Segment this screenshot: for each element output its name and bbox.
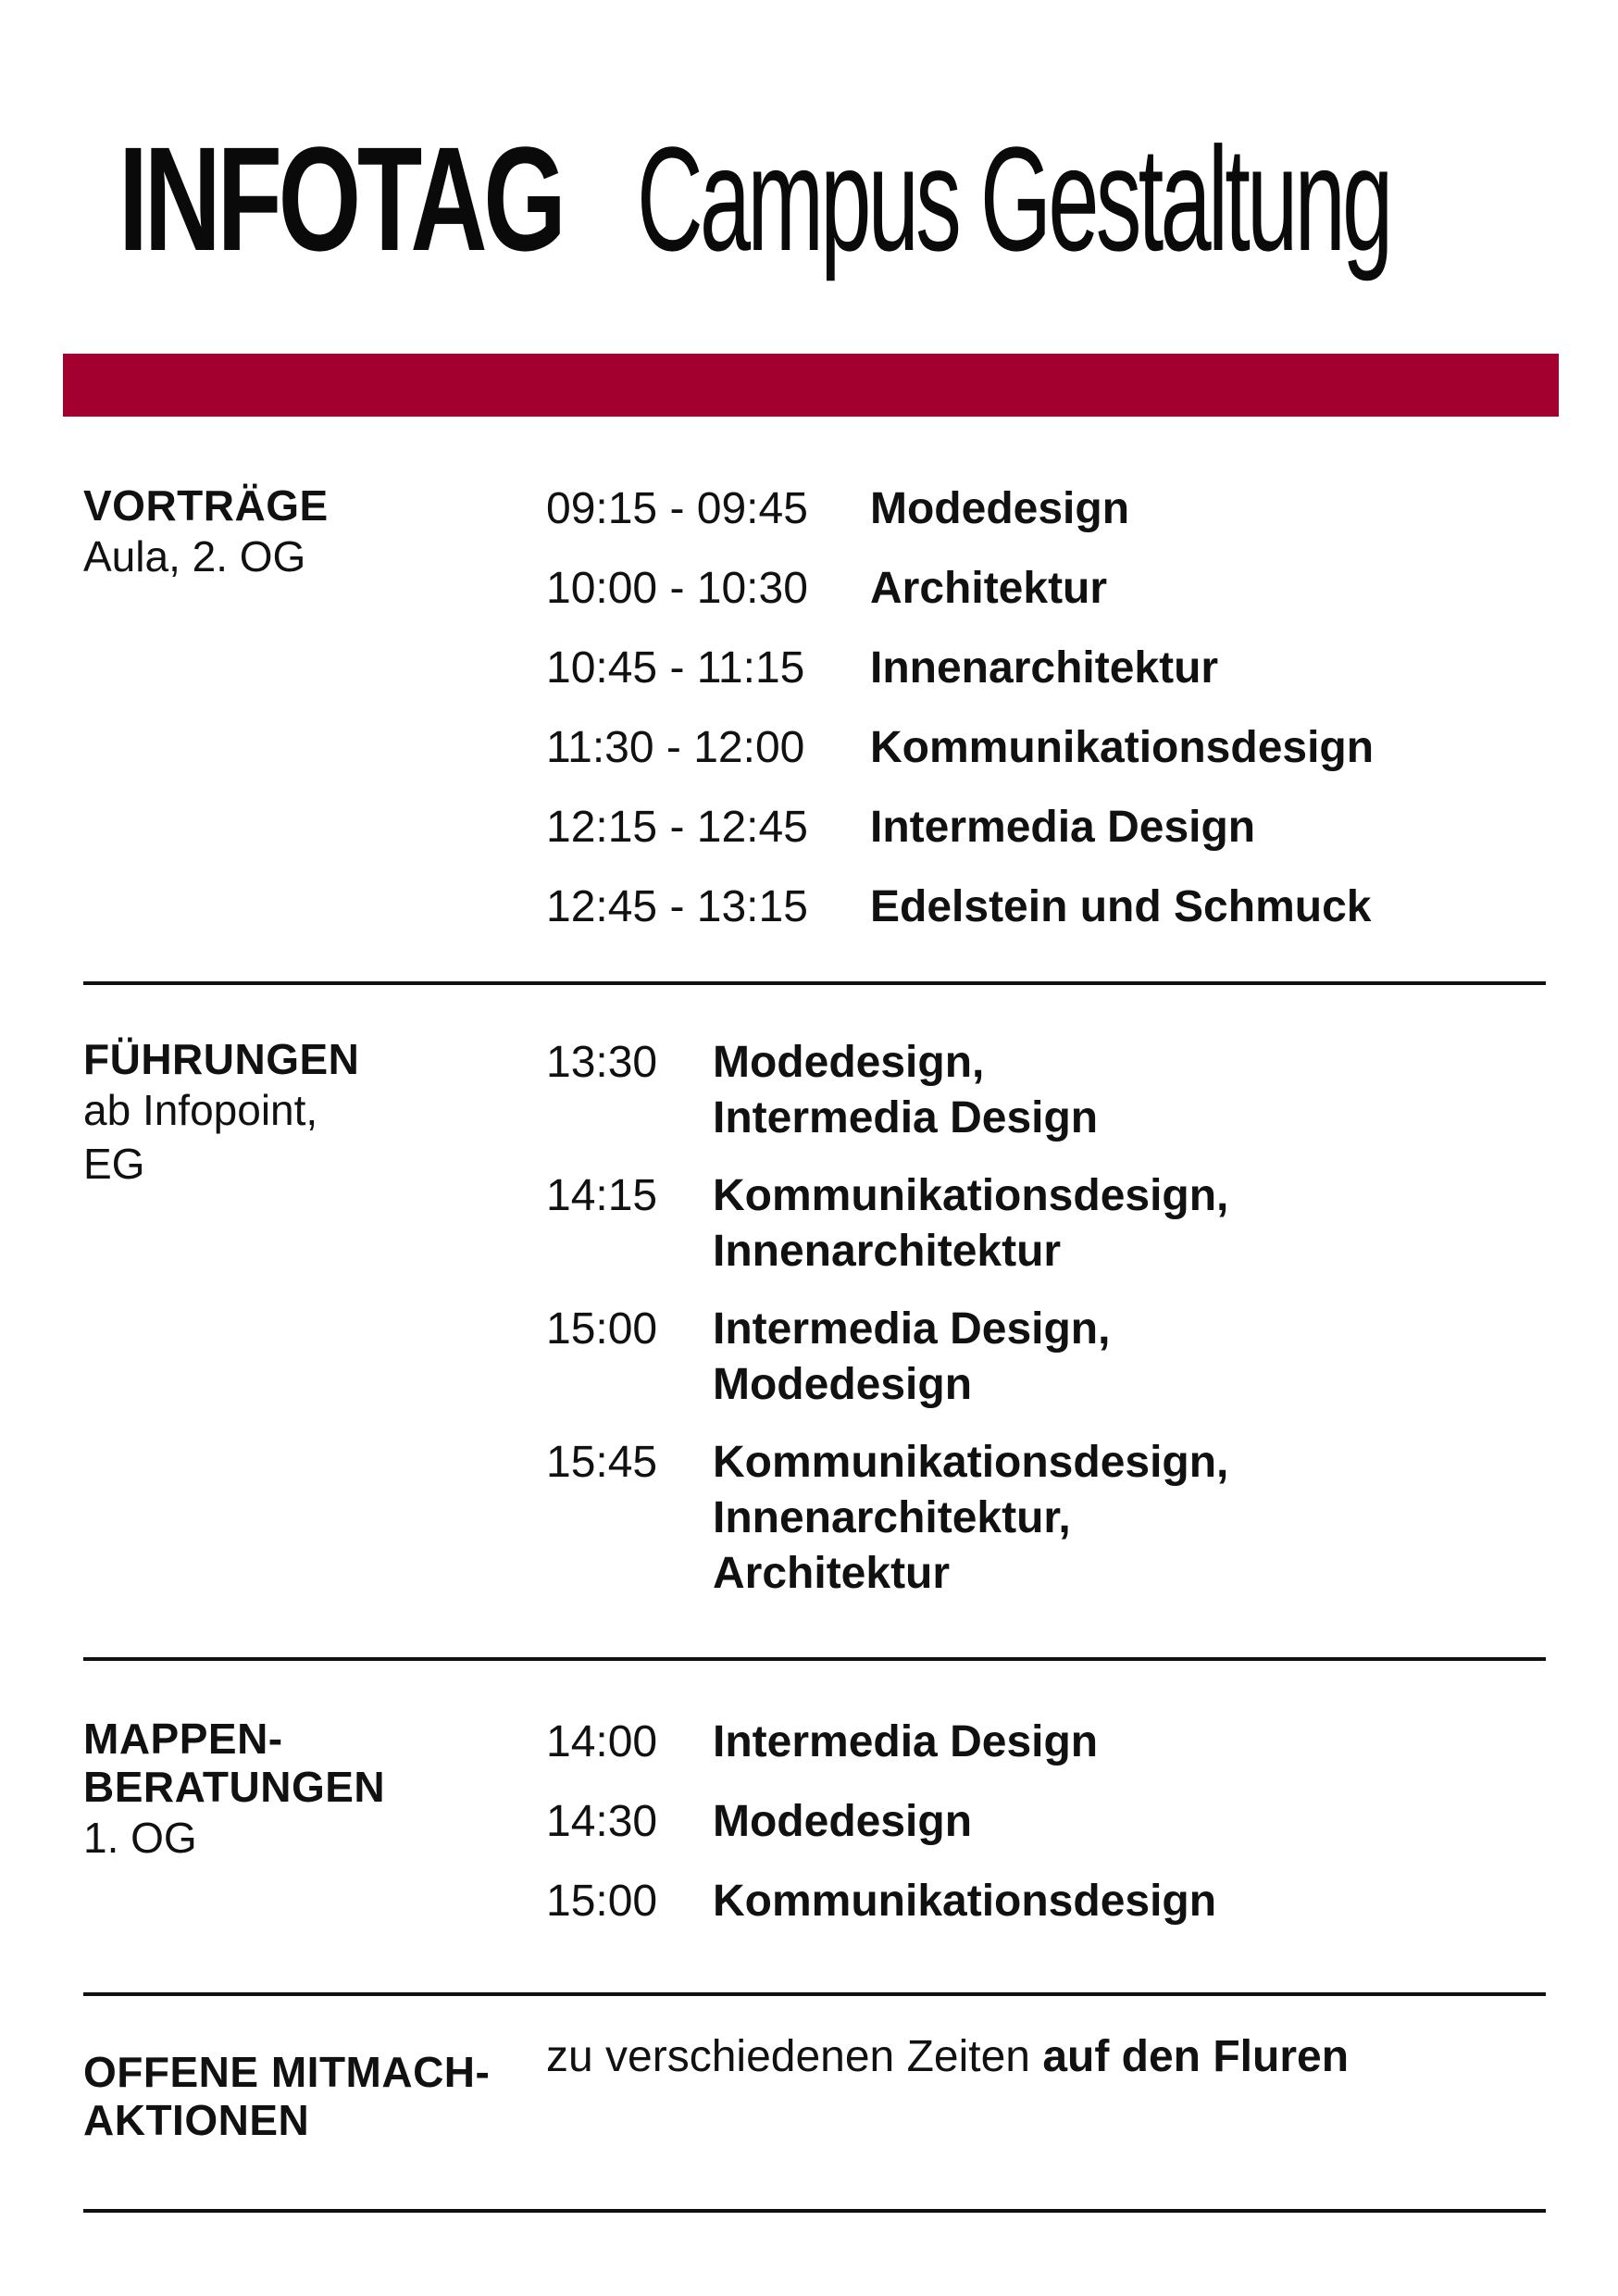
schedule-list [546, 1035, 1546, 1624]
time-slot: 14:15 [546, 1171, 658, 1220]
topic: Kommunikationsdesign, Innenarchitektur [713, 1171, 1229, 1276]
section-location: EG [83, 1140, 145, 1188]
section-location: ab Infopoint, [83, 1086, 318, 1134]
section-mappenberatungen [83, 1715, 1546, 1974]
page-header [118, 116, 1507, 306]
schedule-row [546, 1794, 1546, 1874]
section-heading: OFFENE MITMACH- [83, 2048, 491, 2096]
schedule-row [546, 1435, 1546, 1602]
section-location: Aula, 2. OG [83, 532, 306, 580]
topic: Intermedia Design [870, 803, 1256, 852]
topic: Modedesign, Intermedia Design [713, 1038, 1099, 1142]
time-slot: 10:45 - 11:15 [546, 643, 805, 693]
section-heading: FÜHRUNGEN [83, 1035, 360, 1083]
topic: Edelstein und Schmuck [870, 882, 1372, 931]
section-heading: AKTIONEN [83, 2096, 310, 2144]
mitmach-text [546, 2029, 1546, 2085]
section-heading: VORTRÄGE [83, 481, 329, 530]
section-label [83, 1035, 546, 1191]
schedule-row [546, 1302, 1546, 1413]
time-slot: 09:15 - 09:45 [546, 484, 808, 533]
section-divider [83, 2209, 1546, 2213]
schedule-row [546, 880, 1546, 959]
section-divider [83, 1992, 1546, 1996]
topic: Intermedia Design [713, 1717, 1099, 1766]
time-slot: 14:30 [546, 1797, 658, 1846]
topic: Kommunikationsdesign [713, 1877, 1217, 1926]
title-infotag: INFOTAG [118, 116, 563, 281]
mitmach-text-bold: auf den Fluren [1042, 2032, 1350, 2081]
schedule-row [546, 1715, 1546, 1794]
time-slot: 12:45 - 13:15 [546, 882, 808, 931]
schedule-row [546, 641, 1546, 720]
section-label [83, 481, 546, 583]
accent-bar [63, 354, 1559, 417]
schedule-list [546, 1715, 1546, 1953]
section-label [83, 1715, 546, 1865]
topic: Modedesign [870, 484, 1130, 533]
section-fuehrungen [83, 1035, 1546, 1628]
topic: Kommunikationsdesign, Innenarchitektur, Architektur [713, 1438, 1229, 1598]
schedule-row [546, 1168, 1546, 1279]
time-slot: 15:45 [546, 1438, 658, 1487]
section-divider [83, 1657, 1546, 1661]
time-slot: 15:00 [546, 1877, 658, 1926]
section-vortraege [83, 481, 1546, 963]
time-slot: 14:00 [546, 1717, 658, 1766]
section-location: 1. OG [83, 1814, 197, 1862]
topic: Intermedia Design, Modedesign [713, 1304, 1111, 1409]
topic: Kommunikationsdesign [870, 723, 1375, 772]
schedule-list [546, 2029, 1546, 2085]
topic: Architektur [870, 564, 1108, 613]
topic: Modedesign [713, 1797, 973, 1846]
section-mitmach-aktionen [83, 2032, 1546, 2168]
section-heading: BERATUNGEN [83, 1763, 386, 1811]
time-slot: 12:15 - 12:45 [546, 803, 808, 852]
schedule-row [546, 720, 1546, 800]
schedule-row [546, 1874, 1546, 1953]
section-divider [83, 981, 1546, 985]
time-slot: 13:30 [546, 1038, 658, 1087]
section-heading: MAPPEN- [83, 1715, 283, 1763]
mitmach-text-regular: zu verschiedenen Zeiten [546, 2032, 1043, 2081]
time-slot: 10:00 - 10:30 [546, 564, 808, 613]
schedule-row [546, 1035, 1546, 1146]
schedule-row [546, 800, 1546, 880]
schedule-row [546, 561, 1546, 641]
time-slot: 15:00 [546, 1304, 658, 1354]
title-campus-gestaltung: Campus Gestaltung [637, 116, 1390, 281]
schedule-list [546, 481, 1546, 959]
topic: Innenarchitektur [870, 643, 1219, 693]
section-label [83, 2048, 546, 2144]
schedule-row [546, 481, 1546, 561]
time-slot: 11:30 - 12:00 [546, 723, 805, 772]
